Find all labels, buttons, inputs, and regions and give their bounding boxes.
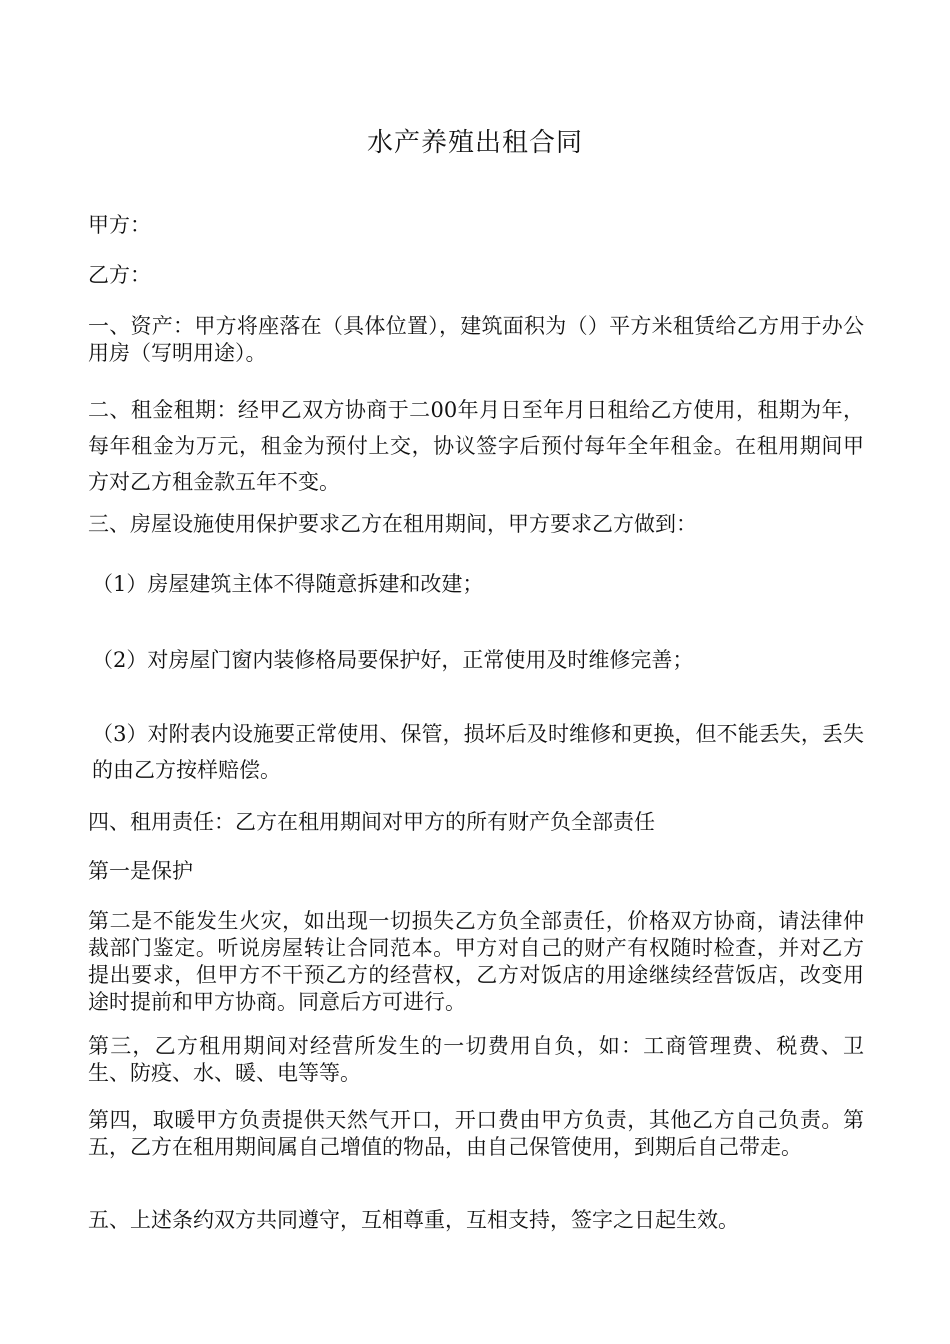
document-title: 水产养殖出租合同 — [366, 128, 583, 158]
clause-4-first: 第一是保护 — [88, 859, 193, 883]
clause-4-third: 第三，乙方租用期间对经营所发生的一切费用自负，如：工商管理费、税费、卫生、防疫、水、暖、电等等。 — [88, 1034, 864, 1085]
clause-1-assets: 一、资产：甲方将座落在（具体位置），建筑面积为（）平方米租赁给乙方用于办公用房（写明用途）。 — [88, 314, 864, 365]
party-a-line: 甲方： — [88, 213, 151, 237]
clause-3-item-2: （2）对房屋门窗内装修格局要保护好，正常使用及时维修完善； — [92, 648, 694, 672]
clause-3-item-3: （3）对附表内设施要正常使用、保管，损坏后及时维修和更换，但不能丢失，丢失的由乙方按样赔偿。 — [92, 722, 864, 782]
party-b-line: 乙方： — [88, 263, 151, 287]
clause-2-rent-term: 二、租金租期：经甲乙双方协商于二00年月日至年月日租给乙方使用，租期为年，每年租金为万元，租金为预付上交，协议签字后预付每年全年租金。在租用期间甲方对乙方租金款五年不变。 — [88, 398, 864, 494]
clause-4-fourth: 第四，取暖甲方负责提供天然气开口，开口费由甲方负责，其他乙方自己负责。第五，乙方在租用期间属自己增值的物品，由自己保管使用，到期后自己带走。 — [88, 1108, 864, 1159]
clause-5-effective: 五、上述条约双方共同遵守，互相尊重，互相支持，签字之日起生效。 — [88, 1208, 739, 1232]
clause-4-responsibility: 四、租用责任：乙方在租用期间对甲方的所有财产负全部责任 — [88, 810, 655, 834]
clause-3-item-1: （1）房屋建筑主体不得随意拆建和改建； — [92, 572, 484, 596]
clause-3-facilities: 三、房屋设施使用保护要求乙方在租用期间，甲方要求乙方做到： — [88, 512, 697, 536]
clause-4-second: 第二是不能发生火灾，如出现一切损失乙方负全部责任，价格双方协商，请法律仲裁部门鉴定。听说房屋转让合同范本。甲方对自己的财产有权随时检查，并对乙方提出要求，但甲方不干预乙方的经营权，乙方对饭店的用途继续经营饭店，改变用途时提前和甲方协商。同意后方可进行。 — [88, 909, 864, 1014]
